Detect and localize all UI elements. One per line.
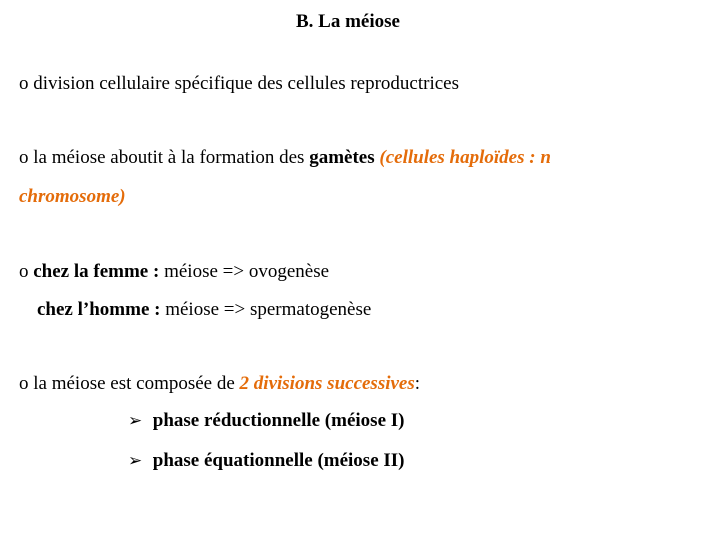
arrowhead-icon: ➢ (128, 451, 143, 471)
highlight-chromosome: chromosome) (19, 186, 126, 207)
bullet-item-gametes-continued (19, 187, 126, 206)
colon: : (414, 373, 421, 394)
arrowhead-icon: ➢ (128, 411, 143, 431)
bullet-marker: o (19, 261, 29, 282)
highlight-divisions: 2 divisions successives (239, 373, 415, 394)
bullet-item-division (19, 74, 459, 93)
bullet-marker: o (19, 147, 29, 168)
label-homme: chez l’homme : (37, 299, 161, 320)
bullet-marker: o (19, 73, 29, 94)
sub-item-equationnelle (128, 451, 405, 470)
item-homme (37, 300, 371, 319)
sub-item-reductionnelle (128, 411, 404, 430)
bullet-text: la méiose aboutit à la formation des (33, 147, 305, 168)
text-ovogenese: méiose => ovogenèse (164, 261, 330, 282)
bullet-item-femme (19, 262, 329, 281)
keyword-gametes: gamètes (309, 147, 375, 168)
bullet-marker: o (19, 373, 29, 394)
bullet-text: la méiose est composée de (33, 373, 235, 394)
sub-item-text: phase équationnelle (méiose II) (152, 450, 405, 471)
highlight-haploid: (cellules haploïdes : n (379, 147, 551, 168)
text-spermatogenese: méiose => spermatogenèse (165, 299, 372, 320)
bullet-item-gametes (19, 148, 551, 167)
bullet-text: division cellulaire spécifique des cellules reproductrices (33, 73, 460, 94)
sub-item-text: phase réductionnelle (méiose I) (152, 410, 405, 431)
slide-title: B. La méiose (296, 11, 400, 32)
label-femme: chez la femme : (33, 261, 160, 282)
bullet-item-divisions (19, 374, 420, 393)
